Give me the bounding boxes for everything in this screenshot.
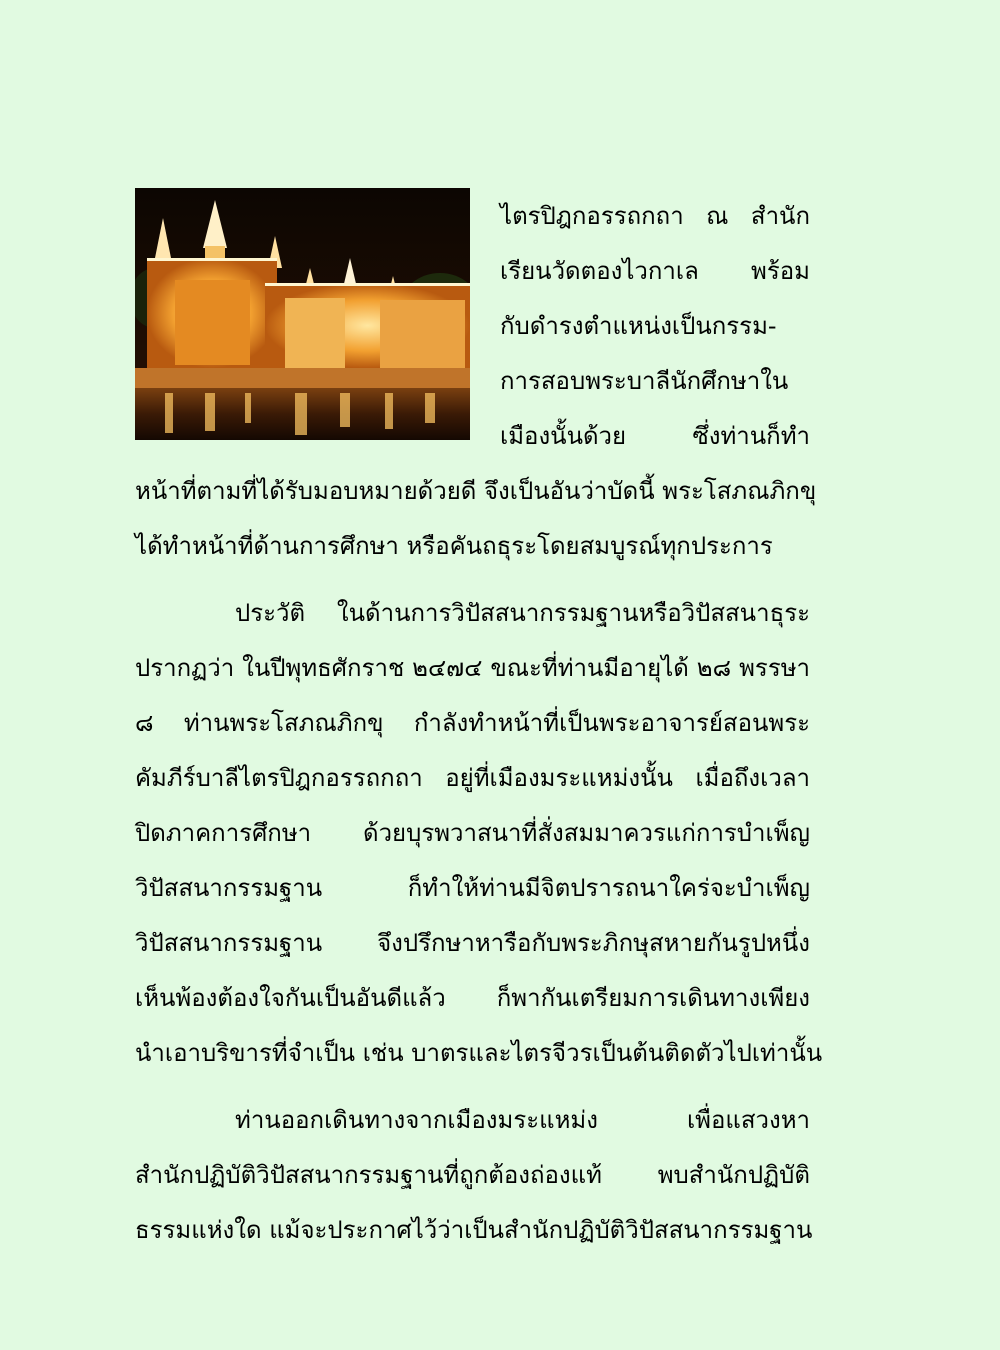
- text-line: วิปัสสนากรรมฐาน ก็ทำให้ท่านมีจิตปรารถนาใคร่จะบำเพ็ญ: [135, 874, 810, 902]
- text-line: เห็นพ้องต้องใจกันเป็นอันดีแล้ว ก็พากันเตรียมการเดินทางเพียง: [135, 984, 810, 1012]
- text-line: ได้ทำหน้าที่ด้านการศึกษา หรือคันถธุระโดยสมบูรณ์ทุกประการ: [135, 532, 773, 560]
- text-line: วิปัสสนากรรมฐาน จึงปรึกษาหารือกับพระภิกษุสหายกันรูปหนึ่ง: [135, 929, 810, 957]
- paragraph-first-line: ประวัติ ในด้านการวิปัสสนากรรมฐานหรือวิปัสสนาธุระ: [235, 599, 810, 627]
- text-line: การสอบพระบาลีนักศึกษาใน: [500, 367, 789, 395]
- text-line: ปรากฏว่า ในปีพุทธศักราช ๒๔๗๔ ขณะที่ท่านมีอายุได้ ๒๘ พรรษา: [135, 654, 810, 682]
- text-line: กับดำรงตำแหน่งเป็นกรรม-: [500, 312, 777, 340]
- text-line: ธรรมแห่งใด แม้จะประกาศไว้ว่าเป็นสำนักปฏิบัติวิปัสสนากรรมฐาน: [135, 1216, 813, 1244]
- text-line: เรียนวัดตองไวกาเล พร้อม: [500, 257, 810, 285]
- paragraph-first-line: ท่านออกเดินทางจากเมืองมระแหม่ง เพื่อแสวงหา: [235, 1106, 810, 1134]
- text-line: คัมภีร์บาลีไตรปิฎกอรรถกถา อยู่ที่เมืองมระแหม่งนั้น เมื่อถึงเวลา: [135, 764, 810, 792]
- temple-night-photo: [135, 188, 470, 440]
- text-line: ไตรปิฎกอรรถกถา ณ สำนัก: [500, 202, 810, 230]
- text-line: หน้าที่ตามที่ได้รับมอบหมายด้วยดี จึงเป็นอันว่าบัดนี้ พระโสภณภิกขุ: [135, 477, 817, 505]
- text-line: ปิดภาคการศึกษา ด้วยบุรพวาสนาที่สั่งสมมาควรแก่การบำเพ็ญ: [135, 819, 810, 847]
- text-line: นำเอาบริขารที่จำเป็น เช่น บาตรและไตรจีวรเป็นต้นติดตัวไปเท่านั้น: [135, 1039, 823, 1067]
- text-line: เมืองนั้นด้วย ซึ่งท่านก็ทำ: [500, 422, 810, 450]
- text-line: สำนักปฏิบัติวิปัสสนากรรมฐานที่ถูกต้องถ่องแท้ พบสำนักปฏิบัติ: [135, 1161, 810, 1189]
- text-line: ๘ ท่านพระโสภณภิกขุ กำลังทำหน้าที่เป็นพระอาจารย์สอนพระ: [135, 709, 810, 737]
